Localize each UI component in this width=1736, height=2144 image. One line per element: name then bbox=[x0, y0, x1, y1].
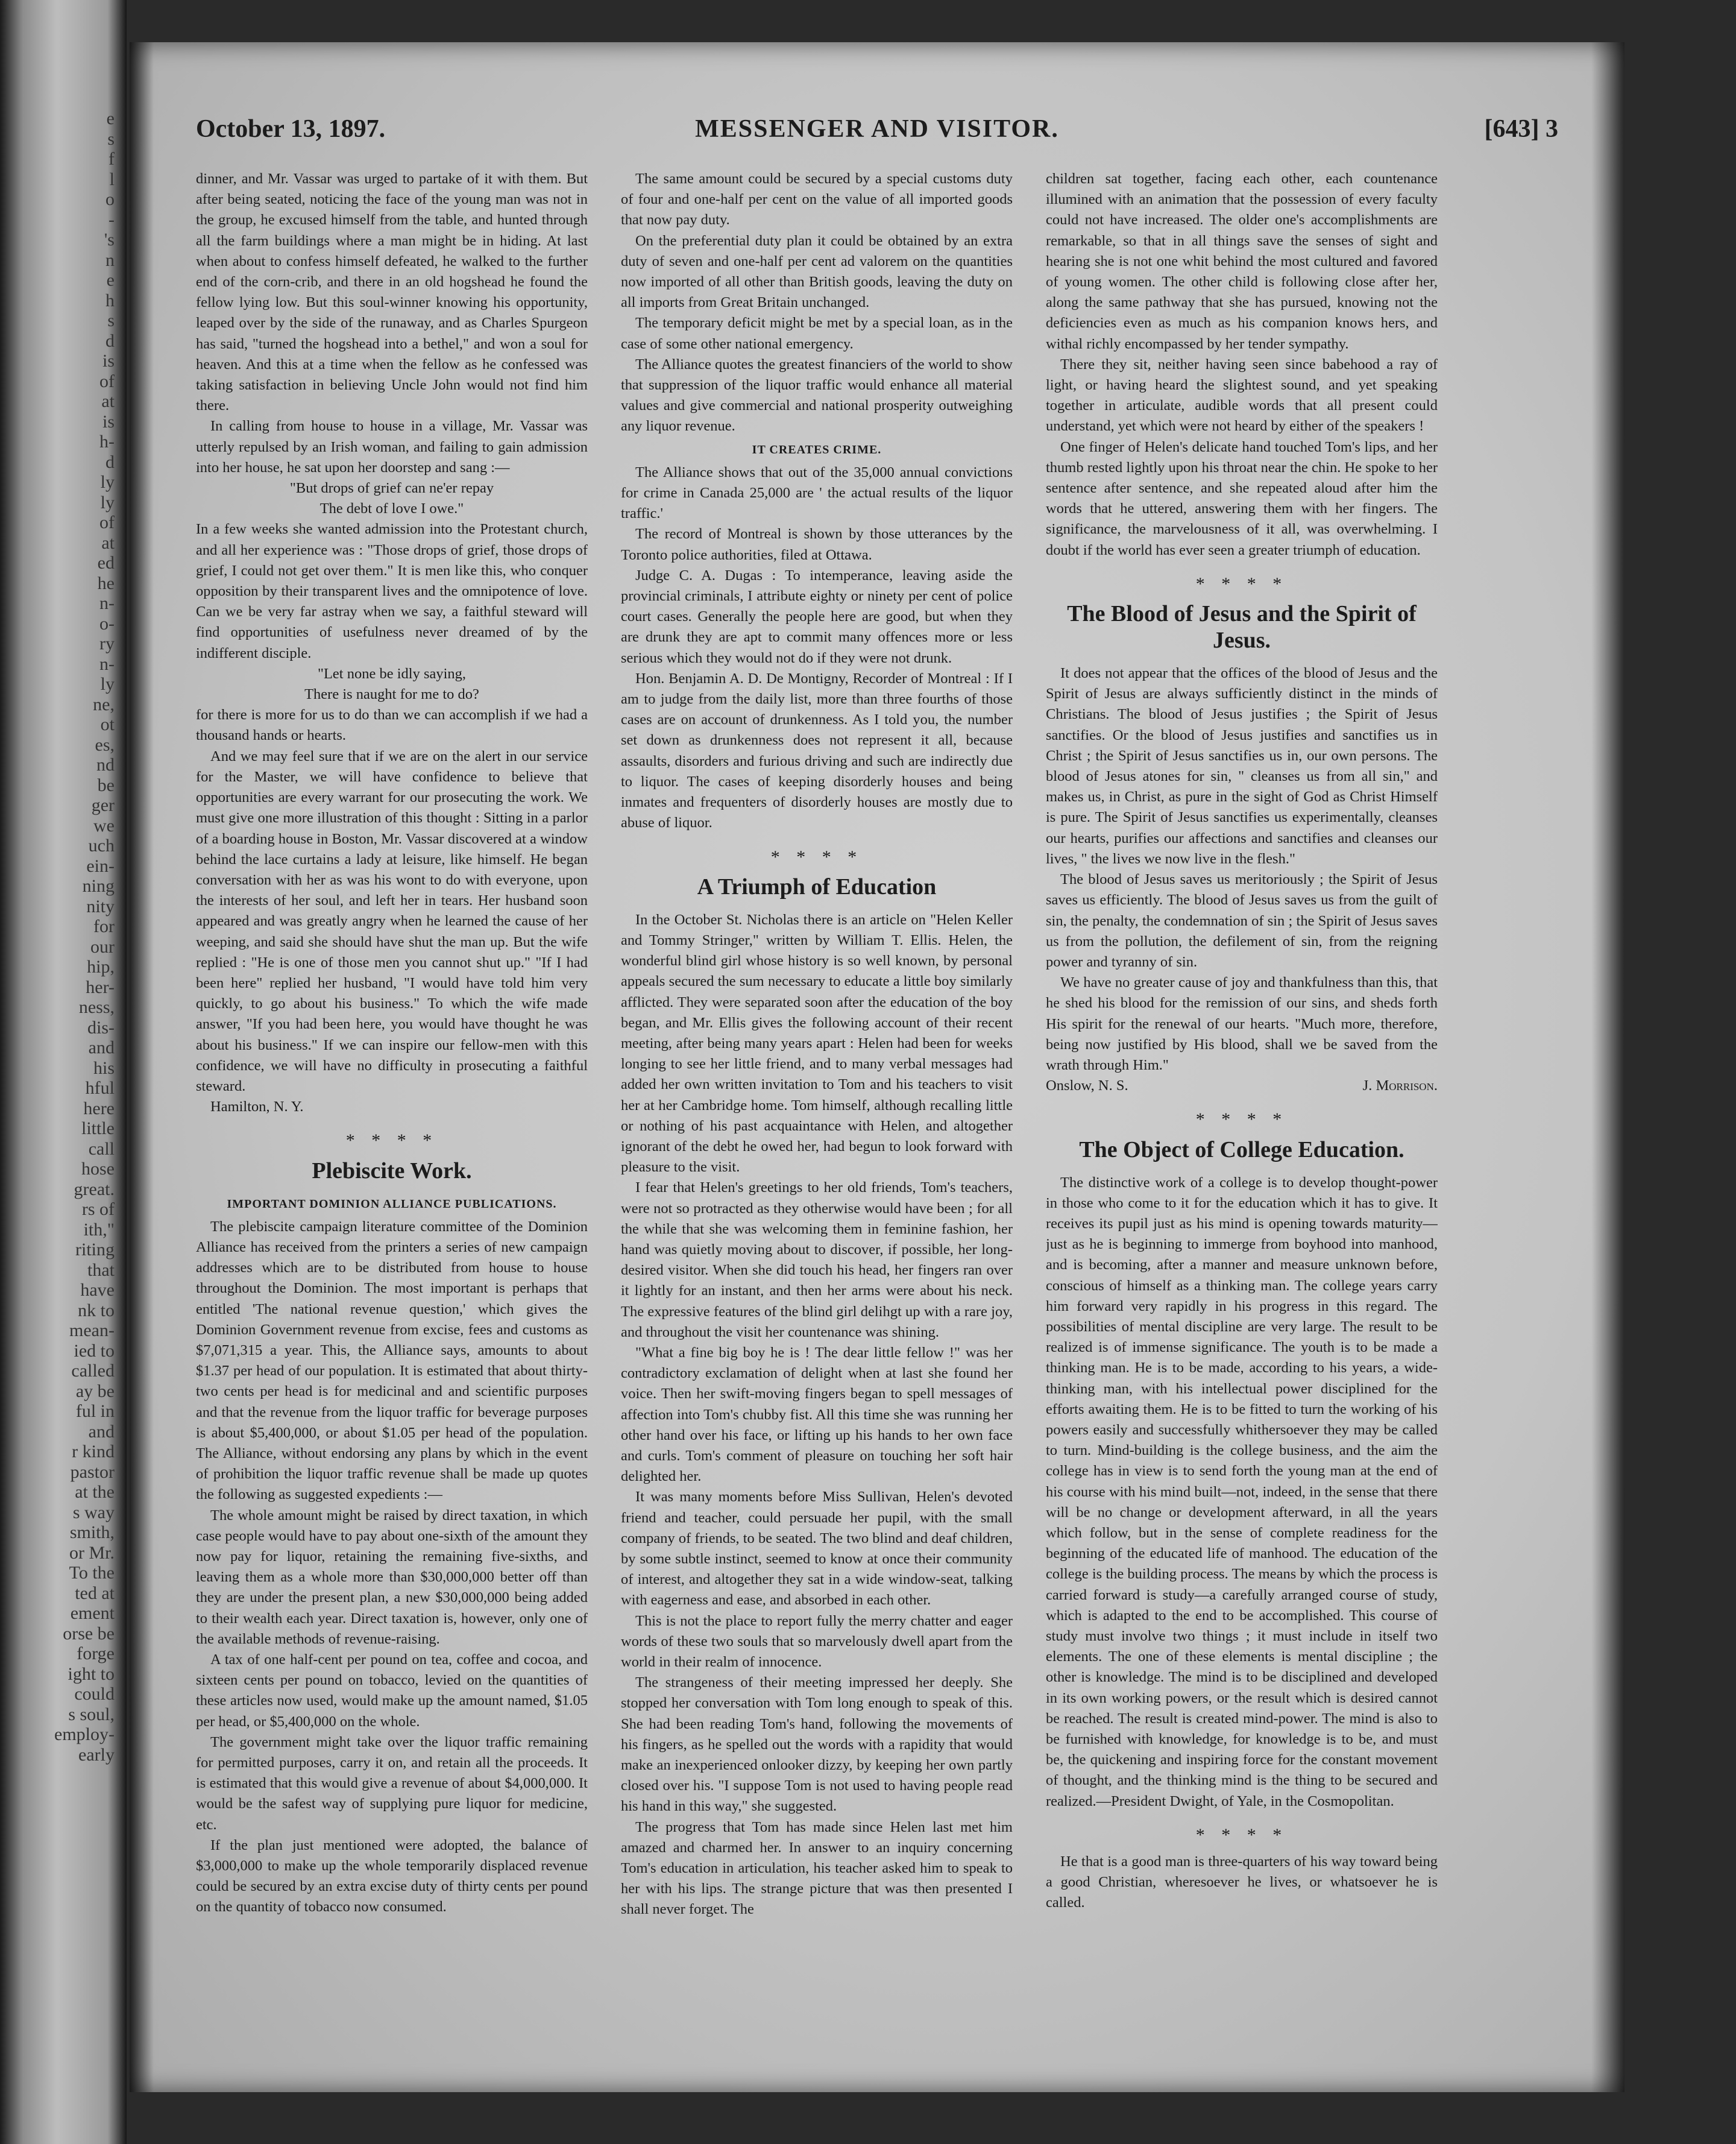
previous-page-fragment-line: his bbox=[93, 1058, 115, 1078]
previous-page-fragment-line: h bbox=[105, 290, 115, 311]
previous-page-fragment-line: is bbox=[102, 351, 115, 371]
previous-page-fragment-line: called bbox=[71, 1361, 115, 1381]
paragraph: In the October St. Nicholas there is an article on "Helen Keller and Tommy Stringer," written by William T. Ellis. Helen, the wonderful blind girl whose history is so well known, by personal appeals secured the sum necessary to educate a little boy similarly afflicted. They were separated soon after the education of the boy began, and Mr. Ellis gives the following account of their recent meeting, after being many years apart : Helen had been for weeks longing to see her little friend, and to many verbal messages had added her own written invitation to Tom and his teachers to visit her at her Cambridge home. Tom himself, although recalling little or nothing of his past acquaintance with Helen, and altogether ignorant of the debt he owed her, had begun to look forward with pleasure to the visit. bbox=[621, 911, 1013, 1176]
previous-page-fragment-line: ot bbox=[100, 714, 115, 734]
paragraph: The strangeness of their meeting impressed her deeply. She stopped her conversation with Tom long enough to speak of this. She had been reading Tom's hand, following the movements of his fingers, as he spelled out the words with a rapidity that would make an inexperienced onlooker dizzy, by keeping her own partly closed over his. "I suppose Tom is not used to having people read his hand in this way," she suggested. bbox=[621, 1674, 1013, 1815]
paragraph: The government might take over the liquor traffic remaining for permitted purposes, carry it on, and retain all the proceeds. It is estimated that this would give a revenue of about $4,000,000. It would be the safest way of supplying pure liquor for medicine, etc. bbox=[196, 1733, 588, 1833]
previous-page-fragment-line: s bbox=[107, 311, 115, 330]
previous-page-fragment-line: pastor bbox=[70, 1461, 115, 1482]
binding-shadow bbox=[130, 42, 154, 2092]
previous-page-fragment-line: mean- bbox=[69, 1320, 115, 1340]
column-3 bbox=[1046, 169, 1438, 2062]
issue-date: October 13, 1897. bbox=[196, 115, 386, 143]
paragraph: The distinctive work of a college is to develop thought-power in those who come to it for the education which it has to give. It receives its pupil just as his mind is opening towards maturity—just as he is beginning to immerge from boyhood into manhood, and is becoming, after a manner and measure unknown before, conscious of himself as a thinking man. The college years carry him forward very rapidly in his progress in this regard. The possibilities of mental discipline are very large. The result to be realized is of immense significance. The youth is to be made a thinking man. He is to be made, according to his years, a wide-thinking man, with his intellectual power disciplined for the efforts awaiting them. He is to be fitted to turn the working of his powers easily and successfully whithersoever they may be called to turn. Mind-building is the college business, and the aim the college has in view is to send forth the young man at the end of his course with his mind built—not, indeed, in the sense that there will be no change or development afterward, in all the years which follow, but in the sense of complete readiness for the beginning of the educated life of manhood. The education of the college is the building process. The means by which the process is carried forward is study—a carefully arranged course of study, which is adapted to the end to be accomplished. This course of study must involve two things ; it must include in itself two elements. The one of these elements is mental discipline ; the other is knowledge. The mind is to be disciplined and developed in its own working powers, or the result which is desired cannot be reached. The result is created mind-power. The mind is also to be furnished with knowledge, for knowledge is to be, and must be, the quickening and inspiring force for the constant movement of thought, and the thinking mind is the thing to be secured and realized.—President Dwight, of Yale, in the Cosmopolitan. bbox=[1046, 1174, 1438, 1809]
paragraph: This is not the place to report fully the merry chatter and eager words of these two souls that so marvelously dwell apart from the world in their realm of innocence. bbox=[621, 1612, 1013, 1671]
page-number: [643] 3 bbox=[1484, 115, 1558, 143]
paragraph: Hon. Benjamin A. D. De Montigny, Recorder of Montreal : If I am to judge from the daily list, more than three fourths of those cases are on account of drunkenness. As I told you, the number set down as drunkenness does not represent it all, because assaults, disorders and furious driving and such are indirectly due to liquor. The cases of keeping disorderly houses and being inmates and frequenters of disorderly houses are mostly due to abuse of liquor. bbox=[621, 670, 1013, 831]
section-divider: * * * * bbox=[1195, 573, 1288, 594]
signature-place: Hamilton, N. Y. bbox=[210, 1099, 304, 1115]
paragraph: I fear that Helen's greetings to her old friends, Tom's teachers, were not so protracted as they otherwise would have been ; for all the while that she was welcoming them in feminine fashion, her hand was quietly moving about to discover, if possible, her long-desired visitor. When she did touch his head, her fingers ran over it lightly for an instant, and then her arms were about his neck. The expressive features of the blind girl delihgt up with a rare joy, and throughout the visit her countenance was shining. bbox=[621, 1179, 1013, 1340]
verse-line: "But drops of grief can ne'er repay bbox=[289, 480, 494, 497]
paragraph: One finger of Helen's delicate hand touched Tom's lips, and her thumb rested lightly upon his throat near the chin. He spoke to her sentence after sentence, and she repeated aloud after him the words that he uttered, answering them with her fingers. The significance, the marvelousness of it all, was overwhelming. I doubt if the world has ever seen a greater triumph of education. bbox=[1046, 438, 1438, 558]
article-title-blood-of-jesus: The Blood of Jesus and the Spirit of Jesus. bbox=[1067, 601, 1417, 654]
previous-page-fragment-line: employ- bbox=[54, 1724, 115, 1744]
previous-page-fragment-line: f bbox=[108, 149, 115, 169]
paragraph: The same amount could be secured by a special customs duty of four and one-half per cent on the value of all imported goods that now pay duty. bbox=[621, 171, 1013, 229]
previous-page-fragment-line: ted at bbox=[75, 1583, 115, 1603]
paragraph: If the plan just mentioned were adopted, the balance of $3,000,000 to make up the whole temporarily displaced revenue could be secured by an extra excise duty of thirty cents per pound on the quantity of tobacco now consumed. bbox=[196, 1837, 588, 1915]
paragraph: children sat together, facing each other, each countenance illumined with an animation that the possession of every faculty could not have increased. The older one's accomplishments are remarkable, so that in all things save the senses of sight and hearing she is not one whit behind the most cultured and favored of young women. The other child is following close after her, along the same pathway that she has pursued, knowing not the deficiencies even as much as his companion knows hers, and withal richly encompassed by her tender sympathy. bbox=[1046, 171, 1438, 352]
page-header bbox=[196, 115, 1558, 151]
previous-page-fragment-line: n bbox=[105, 250, 115, 270]
article-subhead: IMPORTANT DOMINION ALLIANCE PUBLICATIONS. bbox=[227, 1197, 557, 1211]
verse-line: "Let none be idly saying, bbox=[317, 665, 467, 682]
previous-page-fragment-line: n- bbox=[99, 654, 115, 674]
section-divider: * * * * bbox=[770, 847, 863, 867]
previous-page-fragment-line: nity bbox=[86, 896, 115, 916]
previous-page-fragment-line: ger bbox=[91, 795, 115, 815]
previous-page-fragment-line: nd bbox=[96, 755, 115, 775]
column-1 bbox=[196, 169, 588, 2062]
previous-page-fragment-line: s soul, bbox=[68, 1704, 115, 1724]
previous-page-fragment-line: dis- bbox=[87, 1017, 115, 1038]
previous-page-fragment-line: ry bbox=[99, 634, 115, 654]
previous-page-fragment-line: little bbox=[81, 1118, 115, 1138]
previous-page-fragment-line: at bbox=[101, 532, 115, 553]
previous-page-fragment-line: d bbox=[105, 452, 115, 472]
page-edge-shadow bbox=[1591, 42, 1624, 2092]
paragraph: It was many moments before Miss Sullivan, Helen's devoted friend and teacher, could persuade her pupil, with the small company of friends, to be seated. The two blind and deaf children, by some subtle instinct, seemed to know at once their community of interest, and altogether they sat in a wide window-seat, talking with eagerness and ease, and absorbed in each other. bbox=[621, 1489, 1013, 1609]
verse-line: The debt of love I owe." bbox=[319, 500, 464, 517]
previous-page-fragment-line: we bbox=[93, 815, 115, 836]
section-divider: * * * * bbox=[345, 1130, 438, 1151]
signature bbox=[1046, 1076, 1438, 1096]
previous-page-fragment-line: o- bbox=[99, 613, 115, 634]
previous-page-fragment-line: he bbox=[97, 573, 115, 593]
paragraph: dinner, and Mr. Vassar was urged to partake of it with them. But after being seated, noticing the face of the young man was not in the group, he excused himself from the table, and hunted through all the farm buildings where a man might be in hiding. At last when about to confess himself defeated, he walked to the further end of the corn-crib, and there in an old hogshead he found the fellow lying low. But this soul-winner knowing his opportunity, leaped over by the side of the runaway, and as Charles Spurgeon has said, "turned the hogshead into a bethel," and won a soul for heaven. And this at a time when the fellow as he confessed was taking satisfaction in believing Uncle John would not find him there. bbox=[196, 171, 588, 414]
paragraph: A tax of one half-cent per pound on tea, coffee and cocoa, and sixteen cents per pound on tobacco, levied on the quantities of these articles now used, would make up the amount named, $1.05 per head, or $5,400,000 on the whole. bbox=[196, 1651, 588, 1730]
paragraph: "What a fine big boy he is ! The dear little fellow !" was her contradictory exclamation of delight when at last she found her voice. Then her swift-moving fingers began to spell messages of affection into Tom's chubby fist. All this time she was running her other hand over his face, or lifting up his hands to her own face and curls. Tom's comment of pleasure on touching her soft hair delighted her. bbox=[621, 1344, 1013, 1485]
previous-page-fragment-line: d bbox=[105, 330, 115, 351]
paragraph: The temporary deficit might be met by a special loan, as in the case of some other national emergency. bbox=[621, 315, 1013, 352]
previous-page-fragment-line: uch bbox=[88, 836, 115, 856]
newspaper-page bbox=[130, 42, 1624, 2092]
previous-page-fragment-line: hip, bbox=[87, 957, 115, 977]
paragraph: On the preferential duty plan it could be obtained by an extra duty of seven and one-half per cent ad valorem on the quantities now imported of all other than British goods, leaving the duty on all imports from Great Britain unchanged. bbox=[621, 232, 1013, 311]
previous-page-fragment-line: could bbox=[74, 1684, 115, 1704]
previous-page-fragment-line: ed bbox=[97, 553, 115, 573]
previous-page-fragment-line: ful in bbox=[75, 1401, 115, 1421]
paragraph: The Alliance shows that out of the 35,000 annual convictions for crime in Canada 25,000 are ' the actual results of the liquor traffic.' bbox=[621, 464, 1013, 522]
previous-page-fragment-line: hful bbox=[85, 1078, 115, 1098]
previous-page-fragment-line: es, bbox=[95, 734, 115, 755]
paragraph: The plebiscite campaign literature committee of the Dominion Alliance has received from the printers a series of new campaign addresses which are to be distributed from house to house throughout the Dominion. The most important is perhaps that entitled 'The national revenue question,' which gives the Dominion Government revenue from excise, fees and customs as $7,071,315 a year. This, the Alliance says, amounts to about $1.37 per head of our population. It is estimated that about thirty-two cents per head is for medicinal and and scientific purposes and that the revenue from the liquor traffic for beverage purposes is about $5,400,000, or about $1.05 per head of the population. The Alliance, without endorsing any plans by which in the event of prohibition the liquor traffic revenue shall be made up quotes the following as suggested expedients :— bbox=[196, 1218, 588, 1503]
paragraph: He that is a good man is three-quarters of his way toward being a good Christian, wheresoever he lives, or whatsoever he is called. bbox=[1046, 1853, 1438, 1911]
previous-page-fragment-line: early bbox=[78, 1744, 115, 1765]
previous-page-fragment-line: ly bbox=[100, 492, 115, 512]
paragraph: The progress that Tom has made since Helen last met him amazed and charmed her. In answer to an inquiry concerning Tom's education in articulation, his teacher asked him to speak to her with his lips. The strange picture that was then presented I shall never forget. The bbox=[621, 1818, 1013, 1918]
previous-page-fragment-line: of bbox=[99, 371, 115, 391]
article-subhead: IT CREATES CRIME. bbox=[752, 443, 882, 456]
previous-page-fragment-line: To the bbox=[69, 1563, 115, 1583]
previous-page-fragment-line: h- bbox=[99, 432, 115, 452]
article-title-plebiscite: Plebiscite Work. bbox=[312, 1158, 472, 1184]
previous-page-fragment-line: r kind bbox=[72, 1442, 115, 1461]
previous-page-fragment-line: and bbox=[88, 1038, 115, 1058]
previous-page-fragment-line: n- bbox=[99, 593, 115, 613]
signature-place: Onslow, N. S. bbox=[1046, 1077, 1128, 1094]
previous-page-fragment bbox=[0, 109, 115, 2074]
previous-page-fragment-line: s way bbox=[72, 1502, 115, 1522]
previous-page-fragment-line: o bbox=[105, 189, 115, 209]
previous-page-fragment-line: for bbox=[93, 916, 115, 936]
previous-page-fragment-line: ly bbox=[100, 674, 115, 694]
previous-page-fragment-line: ied to bbox=[74, 1340, 115, 1361]
previous-page-fragment-line: l bbox=[109, 169, 115, 189]
previous-page-fragment-line: hose bbox=[81, 1159, 115, 1179]
previous-page-fragment-line: ness, bbox=[78, 997, 115, 1017]
previous-page-fragment-line: our bbox=[90, 936, 115, 957]
previous-page-fragment-line: ning bbox=[82, 876, 115, 896]
previous-page-fragment-line: e bbox=[106, 270, 115, 290]
previous-page-fragment-line: smith, bbox=[69, 1522, 115, 1542]
previous-page-fragment-line: orse be bbox=[63, 1623, 115, 1644]
paragraph: It does not appear that the offices of the blood of Jesus and the Spirit of Jesus are always sufficiently distinct in the minds of Christians. The blood of Jesus justifies ; the Spirit of Jesus sanctifies. Or the blood of Jesus justifies and sanctifies us in Christ ; the Spirit of Jesus sanctifies us in, our own persons. The blood of Jesus atones for sin, " cleanses us from all sin," and makes us, in Christ, as pure in the sight of God as Christ Himself is pure. The Spirit of Jesus sanctifies us experimentally, cleanses our hearts, purifies our affections and sanctifies and cleanses our lives, " the lives we now live in the flesh." bbox=[1046, 665, 1438, 867]
masthead-title: MESSENGER AND VISITOR. bbox=[695, 115, 1059, 143]
previous-page-fragment-line: riting bbox=[75, 1240, 115, 1260]
section-divider: * * * * bbox=[1195, 1109, 1288, 1130]
paragraph: We have no greater cause of joy and thankfulness than this, that he shed his blood for the remission of our sins, and sheds forth His spirit for the renewal of our hearts. "Much more, therefore, being now justified by His blood, shall we be saved from the wrath through Him." bbox=[1046, 974, 1438, 1073]
verse-line: There is naught for me to do? bbox=[304, 686, 479, 703]
previous-page-fragment-line: 's bbox=[104, 230, 115, 250]
previous-page-fragment-line: call bbox=[88, 1138, 115, 1159]
previous-page-fragment-line: rs of bbox=[81, 1199, 115, 1219]
previous-page-fragment-line: at bbox=[101, 391, 115, 411]
previous-page-fragment-line: is bbox=[102, 411, 115, 432]
paragraph: The record of Montreal is shown by those utterances by the Toronto police authorities, filed at Ottawa. bbox=[621, 526, 1013, 563]
article-title-triumph-of-education: A Triumph of Education bbox=[697, 874, 937, 900]
paragraph: The blood of Jesus saves us meritoriously ; the Spirit of Jesus saves us efficiently. The blood of Jesus saves us from the guilt of sin, the penalty, the condemnation of sin ; the Spirit of Jesus saves us from the pollution, the defilement of sin, from the reigning power and tyranny of sin. bbox=[1046, 871, 1438, 970]
previous-page-fragment-line: s bbox=[107, 128, 115, 149]
previous-page-fragment-line: ne, bbox=[93, 694, 115, 714]
previous-page-fragment-line: - bbox=[108, 209, 115, 230]
previous-page-fragment-line: forge bbox=[77, 1644, 115, 1663]
paragraph: There they sit, neither having seen since babehood a ray of light, or having heard the slightest sound, and yet speaking together in articulate, audible words that all present could understand, yet which were not heard by either of the speakers ! bbox=[1046, 356, 1438, 435]
previous-page-fragment-line: here bbox=[83, 1098, 115, 1118]
paragraph: for there is more for us to do than we can accomplish if we had a thousand hands or hearts. bbox=[196, 707, 588, 744]
previous-page-fragment-line: her- bbox=[86, 977, 115, 997]
paragraph: In calling from house to house in a village, Mr. Vassar was utterly repulsed by an Irish woman, and failing to gain admission into her house, he sat upon her doorstep and sang :— bbox=[196, 418, 588, 476]
previous-page-fragment-line: have bbox=[80, 1280, 115, 1300]
previous-page-fragment-line: at the bbox=[75, 1482, 115, 1502]
section-divider: * * * * bbox=[1195, 1824, 1288, 1845]
previous-page-fragment-line: that bbox=[87, 1260, 115, 1280]
signature-author: J. Morrison. bbox=[1362, 1077, 1438, 1094]
paragraph: The whole amount might be raised by direct taxation, in which case people would have to pay about one-sixth of the amount they now pay for liquor, retaining the remaining five-sixths, and leaving them as a whole more than $30,000,000 better off than they are under the present plan, a new $30,000,000 being added to their wealth each year. Direct taxation is, however, only one of the available methods of revenue-raising. bbox=[196, 1507, 588, 1647]
paragraph: Judge C. A. Dugas : To intemperance, leaving aside the provincial criminals, I attribute eighty or ninety per cent of police court cases. Generally the people here are good, but when they are drunk they are apt to commit many offences more or less serious which they would not do if they were not drunk. bbox=[621, 567, 1013, 666]
paragraph: In a few weeks she wanted admission into the Protestant church, and all her experience was : "Those drops of grief, those drops of grief, I could not get over them." It is men like this, who conquer opposition by their transparent lives and the omnipotence of love. Can we be very far astray when we say, a faithful steward will find opportunities of usefulness never dreamed of by the indifferent disciple. bbox=[196, 521, 588, 661]
column-2 bbox=[621, 169, 1013, 2062]
previous-page-fragment-line: or Mr. bbox=[69, 1542, 115, 1563]
previous-page-fragment-line: ay be bbox=[75, 1381, 115, 1401]
previous-page-fragment-line: of bbox=[99, 512, 115, 532]
paragraph: The Alliance quotes the greatest financiers of the world to show that suppression of the liquor traffic would enhance all material values and give commercial and national prosperity outweighing any liquor revenue. bbox=[621, 356, 1013, 435]
article-title-college-education: The Object of College Education. bbox=[1079, 1137, 1404, 1162]
previous-page-fragment-line: ein- bbox=[86, 856, 115, 876]
previous-page-fragment-line: ith," bbox=[83, 1219, 115, 1240]
previous-page-fragment-line: be bbox=[97, 775, 115, 795]
previous-page-fragment-line: and bbox=[88, 1421, 115, 1442]
paragraph: And we may feel sure that if we are on the alert in our service for the Master, we will have confidence to believe that opportunities are every warrant for our prosecuting the work. We must give one more illustration of this thought : Sitting in a parlor of a boarding house in Boston, Mr. Vassar discovered at a window behind the lace curtains a lady at leisure, like himself. He began conversation with her as was his wont to do with everyone, upon the interests of her soul, and left her in tears. Her husband soon appeared and was greatly angry when he learned the cause of her weeping, and said she should have shut the man up. But the wife replied : "He is one of those men you cannot shut up." "If I had been here" replied her husband, "I would have told him very quickly, to go about his business." To which the wife made answer, "If you had been here, you would have thought he was about his business." If we can inspire our fellow-men with this confidence, we will have no difficulty in prosecuting a faithful steward. bbox=[196, 748, 588, 1094]
previous-page-fragment-line: nk to bbox=[78, 1300, 115, 1320]
previous-page-fragment-line: ly bbox=[100, 472, 115, 492]
previous-page-fragment-line: ement bbox=[70, 1603, 115, 1623]
previous-page-fragment-line: e bbox=[106, 109, 115, 128]
previous-page-fragment-line: ight to bbox=[68, 1663, 115, 1684]
previous-page-fragment-line: great. bbox=[74, 1179, 115, 1199]
